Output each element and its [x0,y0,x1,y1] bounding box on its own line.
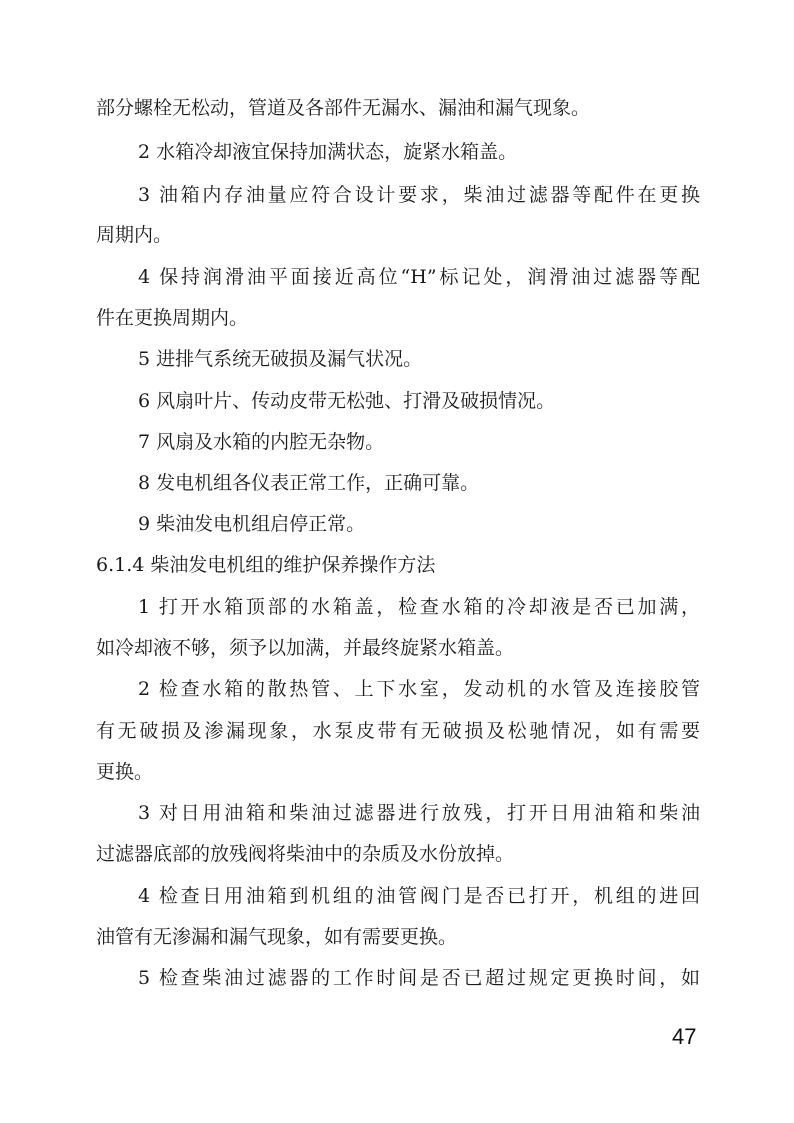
text-line: 3 油箱内存油量应符合设计要求，柴油过滤器等配件在更换 [138,184,700,206]
text-line: 9 柴油发电机组启停正常。 [138,513,366,535]
section-heading: 6.1.4 柴油发电机组的维护保养操作方法 [96,554,436,576]
text-line: 5 检查柴油过滤器的工作时间是否已超过规定更换时间，如 [138,967,700,989]
text-line: 6 风扇叶片、传动皮带无松弛、打滑及破损情况。 [138,390,556,412]
text-line: 5 进排气系统无破损及漏气状况。 [138,348,423,370]
text-line: 部分螺栓无松动，管道及各部件无漏水、漏油和漏气现象。 [96,97,591,119]
text-line: 4 保持润滑油平面接近高位“H”标记处，润滑油过滤器等配 [138,266,700,288]
text-line: 4 检查日用油箱到机组的油管阀门是否已打开，机组的进回 [138,885,700,907]
text-line: 7 风扇及水箱的内腔无杂物。 [138,431,385,453]
text-line: 更换。 [96,761,154,783]
text-line: 周期内。 [96,224,173,246]
text-line: 过滤器底部的放残阀将柴油中的杂质及水份放掉。 [96,843,515,865]
text-line: 2 检查水箱的散热管、上下水室，发动机的水管及连接胶管 [138,678,700,700]
text-line: 件在更换周期内。 [96,307,249,329]
text-line: 2 水箱冷却液宜保持加满状态，旋紧水箱盖。 [138,141,518,163]
text-line: 油管有无渗漏和漏气现象，如有需要更换。 [96,926,458,948]
text-line: 3 对日用油箱和柴油过滤器进行放残，打开日用油箱和柴油 [138,802,700,824]
text-line: 1 打开水箱顶部的水箱盖，检查水箱的冷却液是否已加满， [138,596,700,618]
text-line: 8 发电机组各仪表正常工作，正确可靠。 [138,472,480,494]
page-number: 47 [672,1024,697,1049]
text-line: 有无破损及渗漏现象，水泵皮带有无破损及松驰情况，如有需要 [96,720,700,742]
text-line: 如冷却液不够，须予以加满，并最终旋紧水箱盖。 [96,637,515,659]
